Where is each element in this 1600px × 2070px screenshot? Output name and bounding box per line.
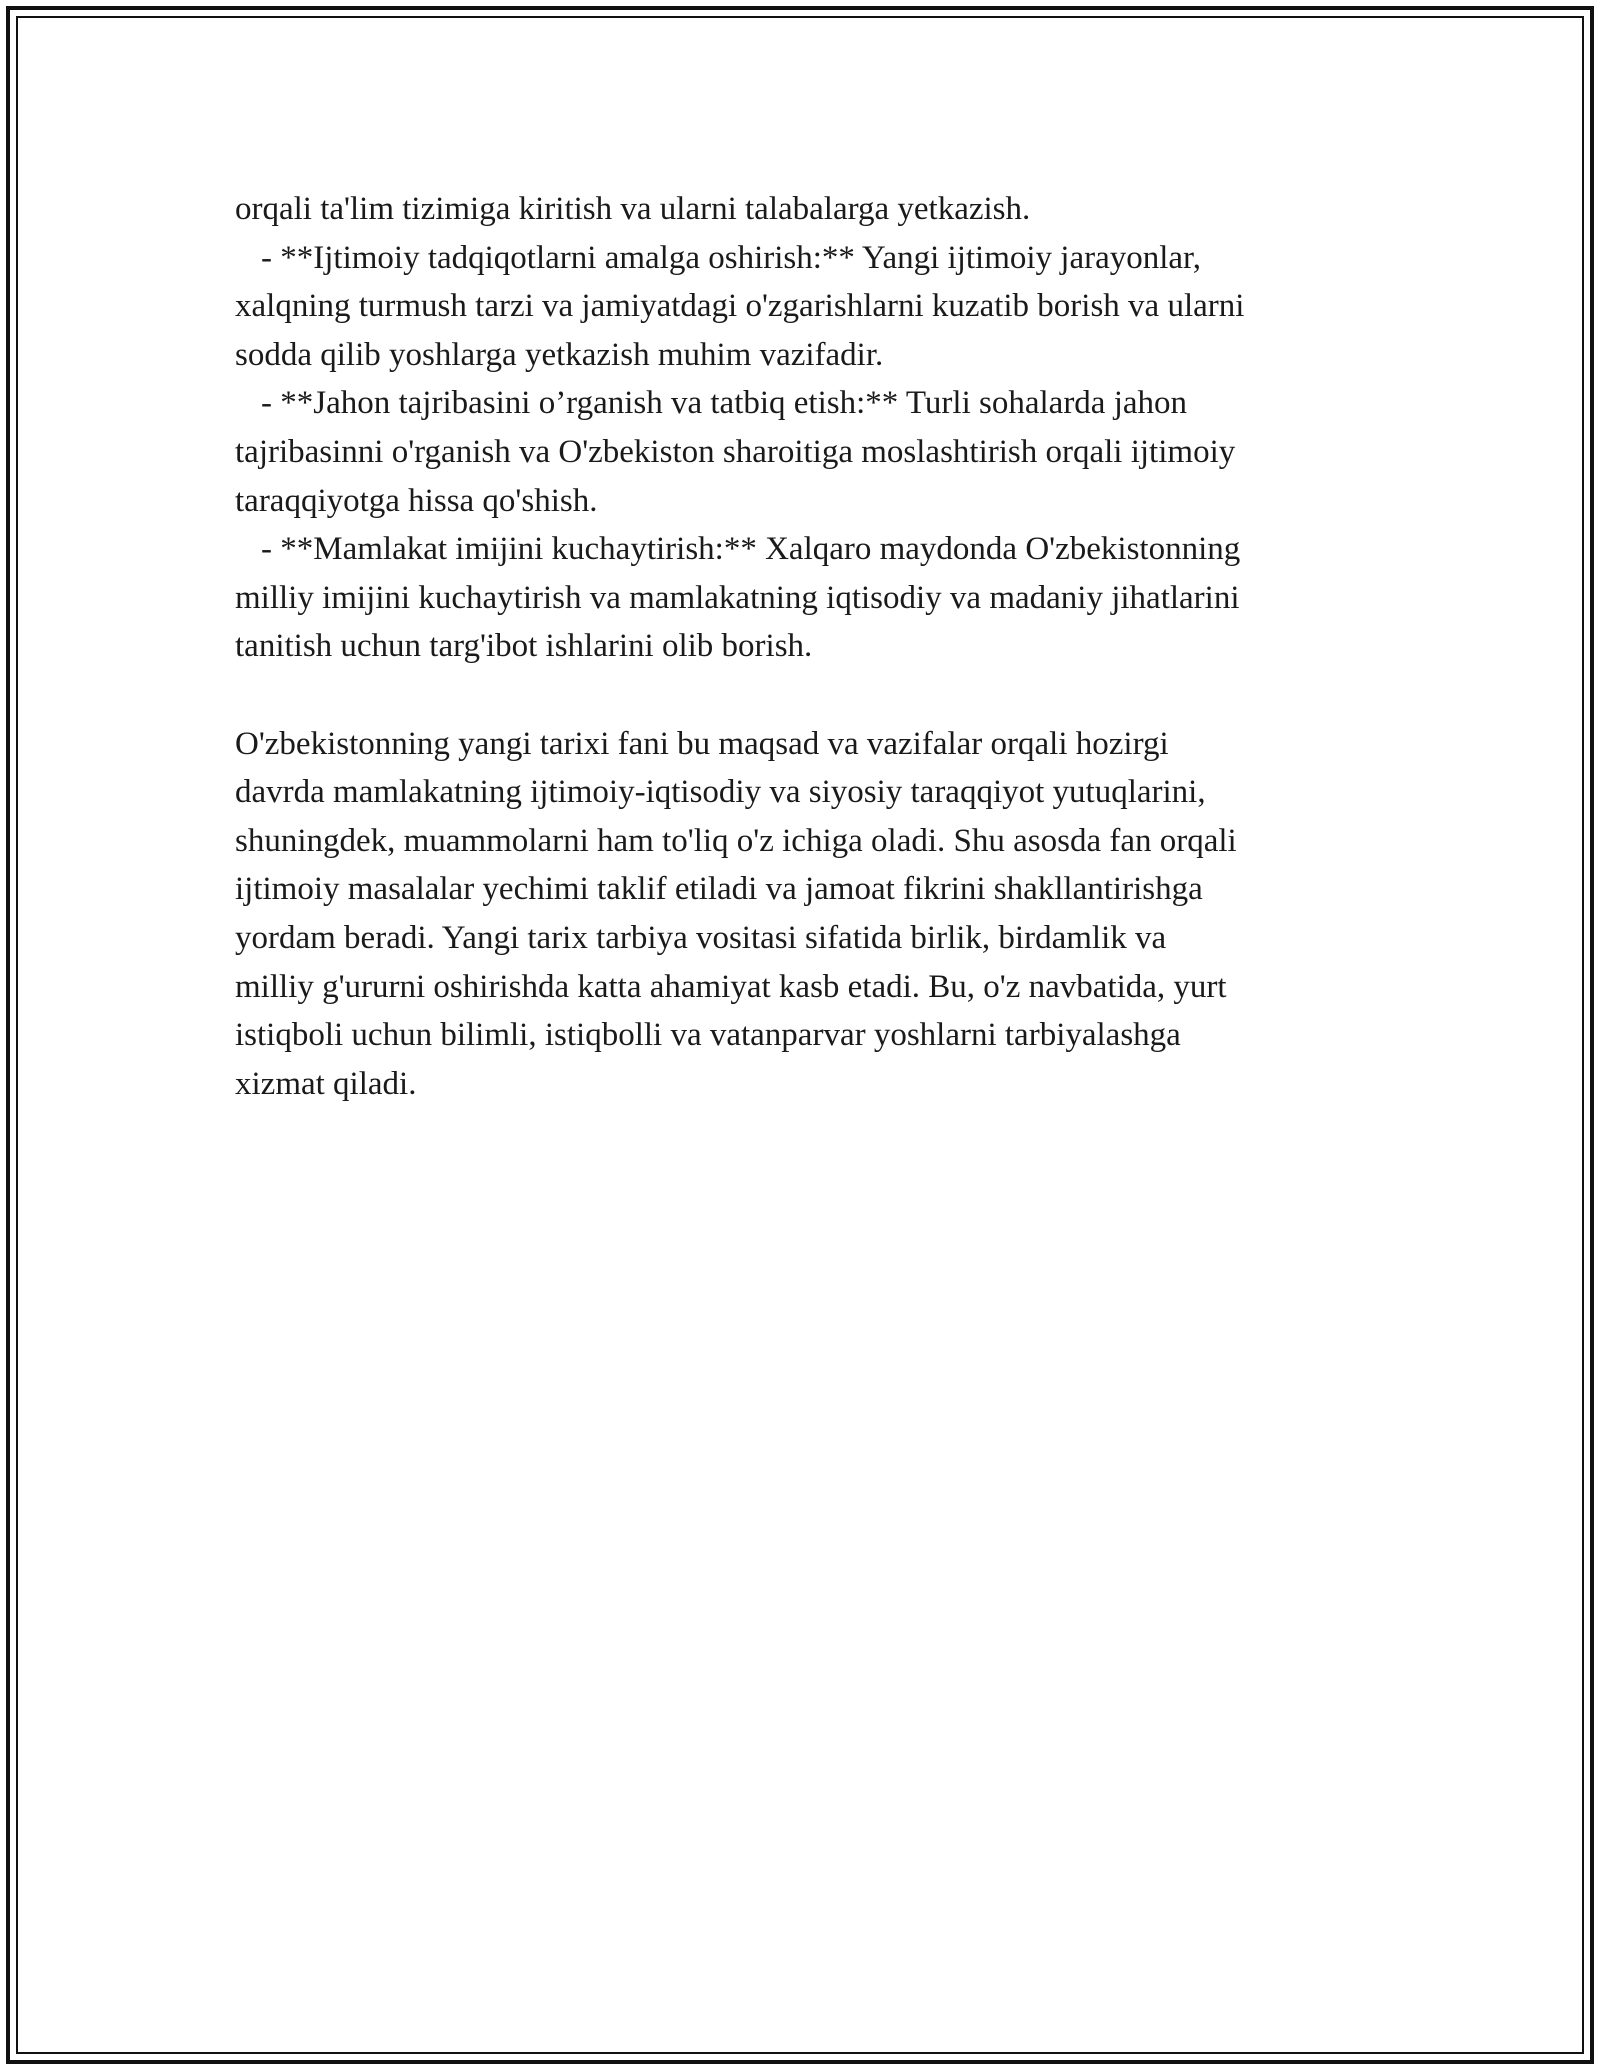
list-item-country-image: - **Mamlakat imijini kuchaytirish:** Xalqaro maydonda O'zbekistonning <box>261 531 1241 568</box>
text-line: milliy imijini kuchaytirish va mamlakatning iqtisodiy va madaniy jihatlarini <box>235 579 1240 616</box>
document-body <box>235 185 1385 1108</box>
text-line: milliy g'ururni oshirishda katta ahamiyat kasb etadi. Bu, o'z navbatida, yurt <box>235 968 1227 1005</box>
paragraph-gap <box>235 671 1385 720</box>
text-line: xizmat qiladi. <box>235 1065 417 1102</box>
conclusion-paragraph <box>235 720 1385 1109</box>
text-line: O'zbekistonning yangi tarixi fani bu maqsad va vazifalar orqali hozirgi <box>235 725 1169 762</box>
text-line: taraqqiyotga hissa qo'shish. <box>235 482 598 519</box>
text-line: orqali ta'lim tizimiga kiritish va ularni talabalarga yetkazish. <box>235 191 1031 227</box>
text-line: davrda mamlakatning ijtimoiy-iqtisodiy va siyosiy taraqqiyot yutuqlarini, <box>235 774 1206 811</box>
text-line: yordam beradi. Yangi tarix tarbiya vositasi sifatida birlik, birdamlik va <box>235 919 1167 956</box>
list-continuation <box>235 185 1385 671</box>
text-line: istiqboli uchun bilimli, istiqbolli va vatanparvar yoshlarni tarbiyalashga <box>235 1017 1181 1054</box>
text-line: xalqning turmush tarzi va jamiyatdagi o'zgarishlarni kuzatib borish va ularni <box>235 288 1245 325</box>
text-line: tanitish uchun targ'ibot ishlarini olib borish. <box>235 628 813 665</box>
text-line: shuningdek, muammolarni ham to'liq o'z ichiga oladi. Shu asosda fan orqali <box>235 822 1237 859</box>
text-line: tajribasinni o'rganish va O'zbekiston sharoitiga moslashtirish orqali ijtimoiy <box>235 433 1236 470</box>
text-line: ijtimoiy masalalar yechimi taklif etiladi va jamoat fikrini shakllantirishga <box>235 871 1203 908</box>
list-item-social-research: - **Ijtimoiy tadqiqotlarni amalga oshirish:** Yangi ijtimoiy jarayonlar, <box>261 239 1201 276</box>
list-item-world-experience: - **Jahon tajribasini o’rganish va tatbiq etish:** Turli sohalarda jahon <box>261 385 1188 422</box>
text-line: sodda qilib yoshlarga yetkazish muhim vazifadir. <box>235 336 884 373</box>
